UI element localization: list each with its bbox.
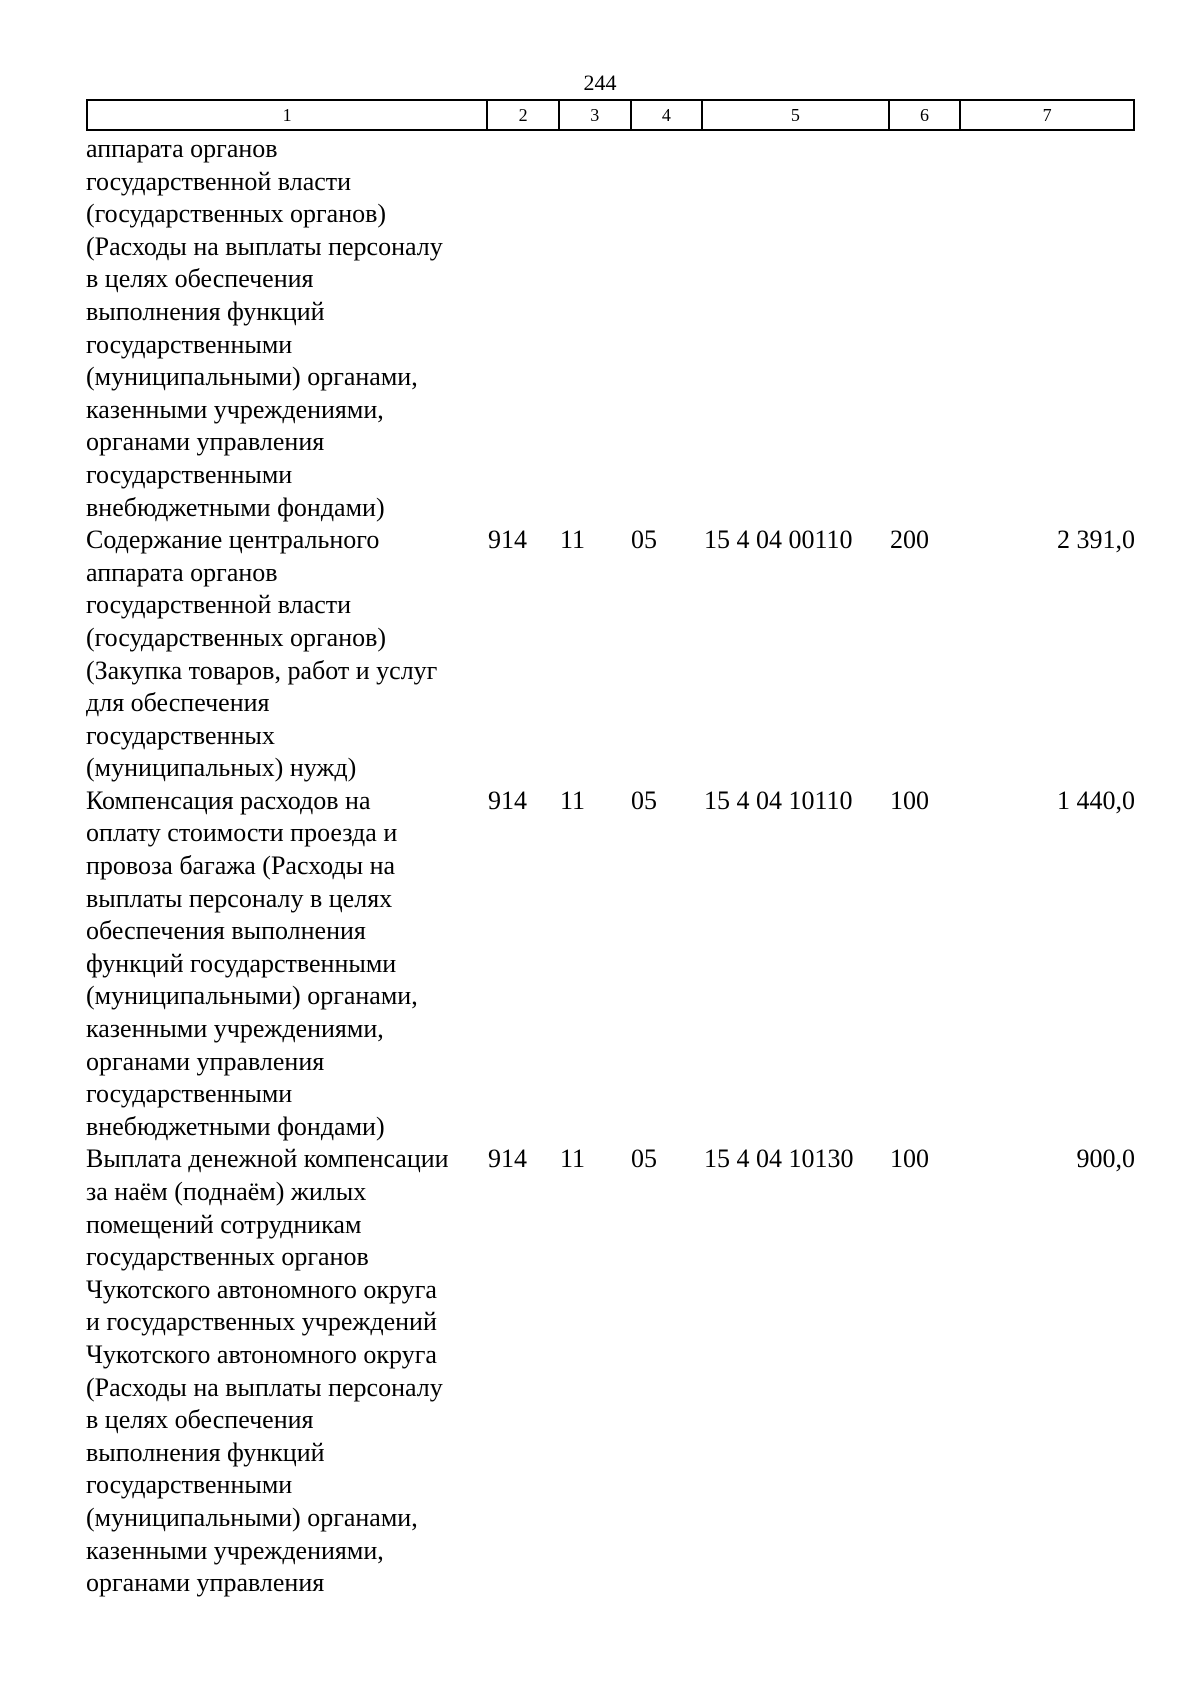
amount: 2 391,0 bbox=[1057, 525, 1135, 555]
description-line: обеспечения выполнения bbox=[86, 916, 366, 946]
column-header-7: 7 bbox=[960, 100, 1134, 130]
description-line: выплаты персоналу в целях bbox=[86, 883, 393, 913]
section-code: 11 bbox=[560, 785, 586, 815]
description-line: провоза багажа (Расходы на bbox=[86, 851, 396, 881]
description-line: внебюджетными фондами) bbox=[86, 1111, 385, 1141]
description-line: государственных органов bbox=[86, 1242, 369, 1272]
description-line: аппарата органов bbox=[86, 134, 278, 163]
budget-table-body bbox=[86, 133, 1135, 1600]
row-description bbox=[86, 133, 486, 524]
page-number: 244 bbox=[583, 70, 617, 95]
description-line: государственными bbox=[86, 329, 293, 359]
description-line: аппарата органов bbox=[86, 557, 278, 587]
description-line: внебюджетными фондами) bbox=[86, 492, 385, 522]
description-line: органами управления bbox=[86, 1046, 325, 1076]
description-line: (муниципальными) органами, bbox=[86, 362, 418, 392]
description-line: государственными bbox=[86, 1470, 293, 1500]
description-line: государственными bbox=[86, 459, 293, 489]
description-line: Чукотского автономного округа bbox=[86, 1274, 437, 1304]
subsection-code: 05 bbox=[631, 525, 657, 555]
description-line: помещений сотрудникам bbox=[86, 1209, 362, 1239]
expense-type-code: 200 bbox=[890, 525, 929, 555]
ministry-code: 914 bbox=[488, 1144, 527, 1174]
ministry-code: 914 bbox=[488, 785, 527, 815]
description-line: (Расходы на выплаты персоналу bbox=[86, 1372, 443, 1402]
section-code: 11 bbox=[560, 525, 586, 555]
description-line: (муниципальными) органами, bbox=[86, 1502, 418, 1532]
description-line: казенными учреждениями, bbox=[86, 1014, 384, 1044]
description-line: выполнения функций bbox=[86, 1437, 325, 1467]
description-line: (Закупка товаров, работ и услуг bbox=[86, 655, 438, 685]
description-line: (Расходы на выплаты персоналу bbox=[86, 231, 443, 261]
target-article-code: 15 4 04 10130 bbox=[704, 1144, 854, 1174]
table-row bbox=[86, 785, 1135, 1144]
description-line: (муниципальных) нужд) bbox=[86, 753, 357, 783]
description-line: Чукотского автономного округа bbox=[86, 1339, 437, 1369]
description-line: государственной власти bbox=[86, 590, 352, 620]
column-header-table bbox=[86, 99, 1135, 131]
section-code: 11 bbox=[560, 1144, 586, 1174]
subsection-code: 05 bbox=[631, 785, 657, 815]
description-line: в целях обеспечения bbox=[86, 264, 314, 294]
description-line: органами управления bbox=[86, 1568, 325, 1598]
table-row bbox=[86, 1143, 1135, 1599]
table-row bbox=[86, 133, 1135, 524]
target-article-code: 15 4 04 10110 bbox=[704, 785, 853, 815]
description-line: государственными bbox=[86, 1079, 293, 1109]
column-header-6: 6 bbox=[889, 100, 961, 130]
table-row bbox=[86, 524, 1135, 785]
subsection-code: 05 bbox=[631, 1144, 657, 1174]
row-description bbox=[86, 1143, 486, 1599]
amount: 1 440,0 bbox=[1057, 785, 1135, 815]
column-header-3: 3 bbox=[559, 100, 631, 130]
expense-type-code: 100 bbox=[890, 1144, 929, 1174]
ministry-code: 914 bbox=[488, 525, 527, 555]
description-line: Компенсация расходов на bbox=[86, 785, 371, 815]
column-header-row bbox=[87, 100, 1134, 130]
column-header-1: 1 bbox=[87, 100, 487, 130]
description-line: (государственных органов) bbox=[86, 622, 387, 652]
row-description bbox=[86, 524, 486, 785]
description-line: и государственных учреждений bbox=[86, 1307, 437, 1337]
description-line: Выплата денежной компенсации bbox=[86, 1144, 449, 1174]
description-line: в целях обеспечения bbox=[86, 1405, 314, 1435]
column-header-5: 5 bbox=[702, 100, 889, 130]
description-line: государственной власти bbox=[86, 166, 352, 196]
amount: 900,0 bbox=[1076, 1144, 1135, 1174]
target-article-code: 15 4 04 00110 bbox=[704, 525, 853, 555]
description-line: выполнения функций bbox=[86, 296, 325, 326]
expense-type-code: 100 bbox=[890, 785, 929, 815]
description-line: казенными учреждениями, bbox=[86, 1535, 384, 1565]
description-line: государственных bbox=[86, 720, 275, 750]
description-line: органами управления bbox=[86, 427, 325, 457]
description-line: за наём (поднаём) жилых bbox=[86, 1177, 367, 1206]
description-line: оплату стоимости проезда и bbox=[86, 818, 398, 848]
description-line: функций государственными bbox=[86, 948, 397, 978]
row-description bbox=[86, 785, 486, 1144]
description-line: (муниципальными) органами, bbox=[86, 981, 418, 1011]
description-line: казенными учреждениями, bbox=[86, 394, 384, 424]
column-header-2: 2 bbox=[487, 100, 559, 130]
description-line: для обеспечения bbox=[86, 688, 270, 718]
column-header-4: 4 bbox=[631, 100, 703, 130]
description-line: Содержание центрального bbox=[86, 525, 380, 555]
description-line: (государственных органов) bbox=[86, 199, 387, 229]
